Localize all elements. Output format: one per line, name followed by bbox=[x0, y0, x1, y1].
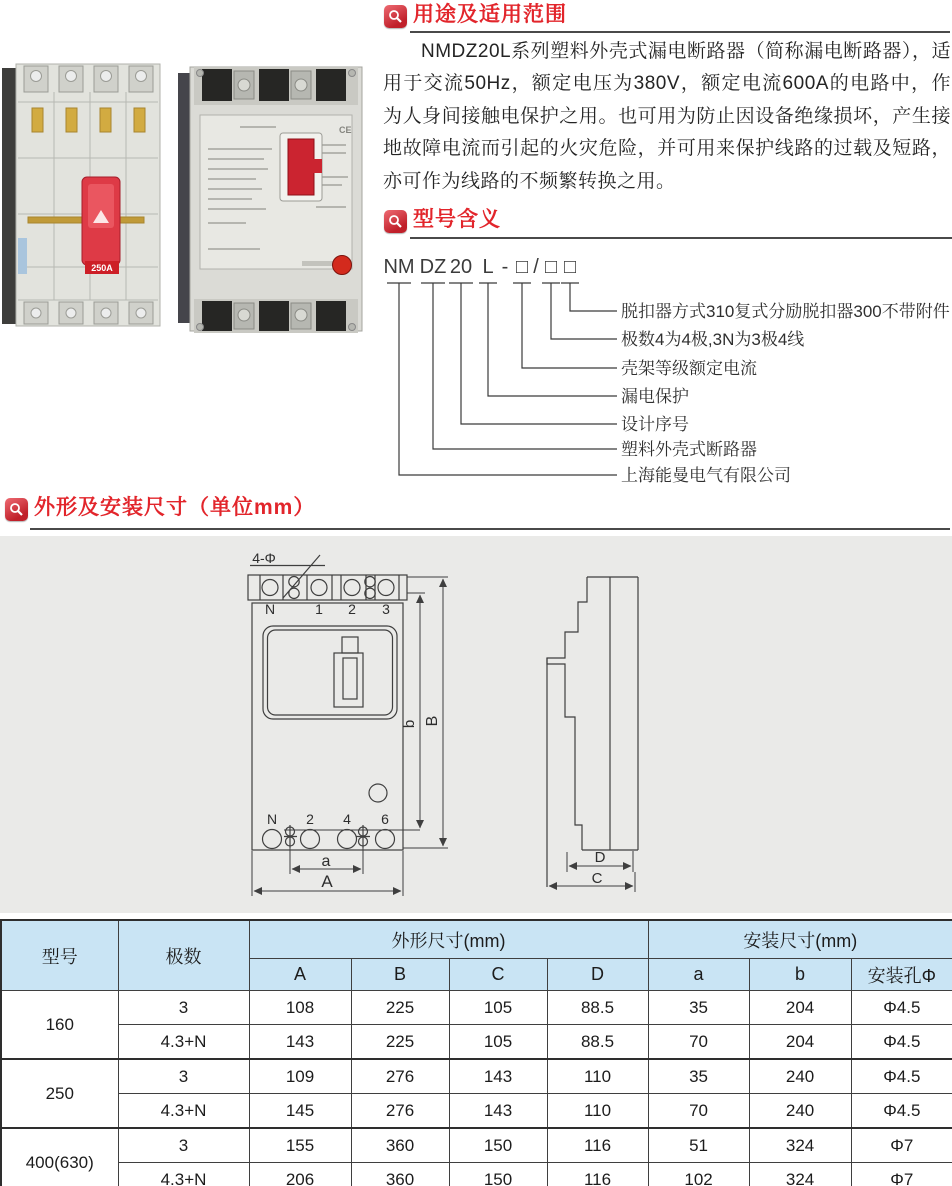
table-row bbox=[1, 1059, 952, 1094]
breaker-red-toggle bbox=[82, 177, 120, 265]
poles-cell: 4.3+N bbox=[118, 1163, 249, 1186]
callout-label: 脱扣器方式310复式分励脱扣器300不带附件 bbox=[621, 302, 950, 321]
usage-section-title: 用途及适用范围 bbox=[413, 3, 567, 26]
magnifier-icon bbox=[384, 5, 407, 28]
model-code-tokens bbox=[383, 256, 576, 278]
poles-cell: 3 bbox=[118, 1059, 249, 1094]
value-cell: 150 bbox=[449, 1163, 547, 1186]
value-cell: 155 bbox=[249, 1128, 351, 1163]
value-cell: 225 bbox=[351, 1025, 449, 1060]
dim-label-B: B bbox=[424, 715, 441, 727]
callout-label: 漏电保护 bbox=[621, 387, 689, 406]
dimension-drawings bbox=[0, 536, 952, 913]
side-view-labels bbox=[592, 849, 606, 887]
callout-label: 塑料外壳式断路器 bbox=[621, 440, 757, 459]
model-token: L bbox=[482, 256, 494, 278]
poles-cell: 4.3+N bbox=[118, 1025, 249, 1060]
value-cell: 240 bbox=[749, 1094, 851, 1129]
model-token: □ bbox=[515, 256, 529, 278]
terminal-label: 2 bbox=[306, 811, 314, 827]
col-header-a: a bbox=[648, 959, 749, 991]
col-header-poles: 极数 bbox=[118, 920, 249, 991]
dimensions-table bbox=[0, 919, 952, 1186]
value-cell: 276 bbox=[351, 1059, 449, 1094]
model-cell: 160 bbox=[1, 991, 118, 1060]
magnifier-icon bbox=[5, 498, 28, 521]
value-cell: 150 bbox=[449, 1128, 547, 1163]
product-photo-molded-breaker bbox=[176, 57, 374, 347]
front-view-labels bbox=[252, 550, 441, 891]
value-cell: 109 bbox=[249, 1059, 351, 1094]
model-cell: 400(630) bbox=[1, 1128, 118, 1186]
breaker-red-toggle bbox=[280, 133, 322, 201]
table-row bbox=[1, 1025, 952, 1060]
magnifier-icon bbox=[384, 210, 407, 233]
rating-badge-text: 250A bbox=[91, 263, 113, 273]
value-cell: 102 bbox=[648, 1163, 749, 1186]
value-cell: 143 bbox=[449, 1094, 547, 1129]
table-row bbox=[1, 1163, 952, 1186]
callout-label: 壳架等级额定电流 bbox=[621, 359, 757, 378]
terminal-label: 2 bbox=[348, 601, 356, 617]
table-row bbox=[1, 1128, 952, 1163]
usage-title-rule bbox=[410, 31, 950, 33]
value-cell: 88.5 bbox=[547, 991, 648, 1025]
poles-cell: 4.3+N bbox=[118, 1094, 249, 1129]
usage-body-text: NMDZ20L系列塑料外壳式漏电断路器（简称漏电断路器），适用于交流50Hz，额定电压为380V，额定电流600A的电路中，作为人身间接触电保护之用。也可用为防止因设备绝缘损坏，产生接地故障电流而引起的火灾危险，并可用来保护线路的过载及短路，亦可作为线路的不频繁转换之用。 bbox=[383, 41, 951, 192]
terminal-label: 1 bbox=[315, 601, 323, 617]
value-cell: 360 bbox=[351, 1128, 449, 1163]
dim-label-b: b bbox=[401, 719, 418, 729]
value-cell: 225 bbox=[351, 991, 449, 1025]
value-cell: Φ7 bbox=[851, 1163, 952, 1186]
model-section-title: 型号含义 bbox=[413, 208, 501, 231]
table-row bbox=[1, 1094, 952, 1129]
value-cell: 204 bbox=[749, 991, 851, 1025]
value-cell: 360 bbox=[351, 1163, 449, 1186]
poles-cell: 3 bbox=[118, 991, 249, 1025]
dim-label-A: A bbox=[321, 872, 333, 891]
model-token: NM bbox=[383, 256, 415, 278]
ce-mark: CE bbox=[339, 125, 352, 135]
button-label-line bbox=[302, 261, 334, 266]
terminal-label: 3 bbox=[382, 601, 390, 617]
callout-label: 设计序号 bbox=[621, 415, 689, 434]
table-row bbox=[1, 991, 952, 1025]
breaker-bottom-terminals bbox=[194, 299, 358, 333]
drawings-panel bbox=[0, 536, 952, 913]
value-cell: 143 bbox=[449, 1059, 547, 1094]
value-cell: Φ4.5 bbox=[851, 1025, 952, 1060]
value-cell: 110 bbox=[547, 1059, 648, 1094]
value-cell: 105 bbox=[449, 1025, 547, 1060]
value-cell: 145 bbox=[249, 1094, 351, 1129]
value-cell: Φ4.5 bbox=[851, 1059, 952, 1094]
col-header-model: 型号 bbox=[1, 920, 118, 991]
value-cell: 88.5 bbox=[547, 1025, 648, 1060]
value-cell: 206 bbox=[249, 1163, 351, 1186]
value-cell: 240 bbox=[749, 1059, 851, 1094]
col-group-mounting: 安装尺寸(mm) bbox=[648, 920, 952, 959]
front-view-drawing bbox=[248, 555, 407, 850]
breaker-top-terminals bbox=[194, 67, 358, 105]
terminal-label: N bbox=[264, 601, 276, 617]
model-callout-labels bbox=[621, 302, 950, 485]
value-cell: 51 bbox=[648, 1128, 749, 1163]
dim-label-C: C bbox=[591, 870, 603, 887]
breaker-faceplate bbox=[200, 115, 352, 269]
value-cell: 35 bbox=[648, 991, 749, 1025]
terminal-label: 4 bbox=[343, 811, 351, 827]
col-header-hole: 安装孔Φ bbox=[851, 959, 952, 991]
callout-label: 上海能曼电气有限公司 bbox=[621, 466, 791, 485]
side-view-drawing bbox=[547, 577, 638, 887]
value-cell: 110 bbox=[547, 1094, 648, 1129]
dim-label-D: D bbox=[594, 849, 606, 866]
product-photo-transparent-breaker bbox=[2, 62, 162, 332]
dim-label-a: a bbox=[321, 853, 331, 870]
value-cell: 276 bbox=[351, 1094, 449, 1129]
value-cell: 204 bbox=[749, 1025, 851, 1060]
callout-label: 极数4为4极,3N为3极4线 bbox=[621, 330, 805, 349]
terminal-label: N bbox=[266, 811, 278, 827]
value-cell: 105 bbox=[449, 991, 547, 1025]
model-token: 20 bbox=[449, 256, 473, 278]
value-cell: 116 bbox=[547, 1163, 648, 1186]
value-cell: 70 bbox=[648, 1094, 749, 1129]
value-cell: Φ4.5 bbox=[851, 991, 952, 1025]
hole-note-label: 4-Φ bbox=[252, 550, 276, 566]
model-title-rule bbox=[410, 237, 952, 239]
value-cell: Φ4.5 bbox=[851, 1094, 952, 1129]
model-code-diagram bbox=[383, 245, 952, 495]
col-header-D: D bbox=[547, 959, 648, 991]
model-token: DZ bbox=[419, 256, 447, 278]
value-cell: 324 bbox=[749, 1128, 851, 1163]
trip-test-button bbox=[333, 256, 352, 275]
terminal-label: 6 bbox=[381, 811, 389, 827]
model-token: □ bbox=[544, 256, 558, 278]
model-cell: 250 bbox=[1, 1059, 118, 1128]
value-cell: Φ7 bbox=[851, 1128, 952, 1163]
col-group-outline: 外形尺寸(mm) bbox=[249, 920, 648, 959]
model-slash: / bbox=[533, 256, 539, 278]
dims-title-rule bbox=[30, 528, 950, 530]
value-cell: 143 bbox=[249, 1025, 351, 1060]
value-cell: 70 bbox=[648, 1025, 749, 1060]
value-cell: 116 bbox=[547, 1128, 648, 1163]
model-callout-lines bbox=[387, 283, 617, 475]
value-cell: 324 bbox=[749, 1163, 851, 1186]
col-header-B: B bbox=[351, 959, 449, 991]
model-dash: - bbox=[501, 256, 509, 278]
value-cell: 108 bbox=[249, 991, 351, 1025]
col-header-b: b bbox=[749, 959, 851, 991]
col-header-C: C bbox=[449, 959, 547, 991]
model-token: □ bbox=[563, 256, 577, 278]
blue-sticker bbox=[18, 238, 27, 274]
col-header-A: A bbox=[249, 959, 351, 991]
dims-section-title: 外形及安装尺寸（单位mm） bbox=[34, 496, 316, 519]
value-cell: 35 bbox=[648, 1059, 749, 1094]
poles-cell: 3 bbox=[118, 1128, 249, 1163]
